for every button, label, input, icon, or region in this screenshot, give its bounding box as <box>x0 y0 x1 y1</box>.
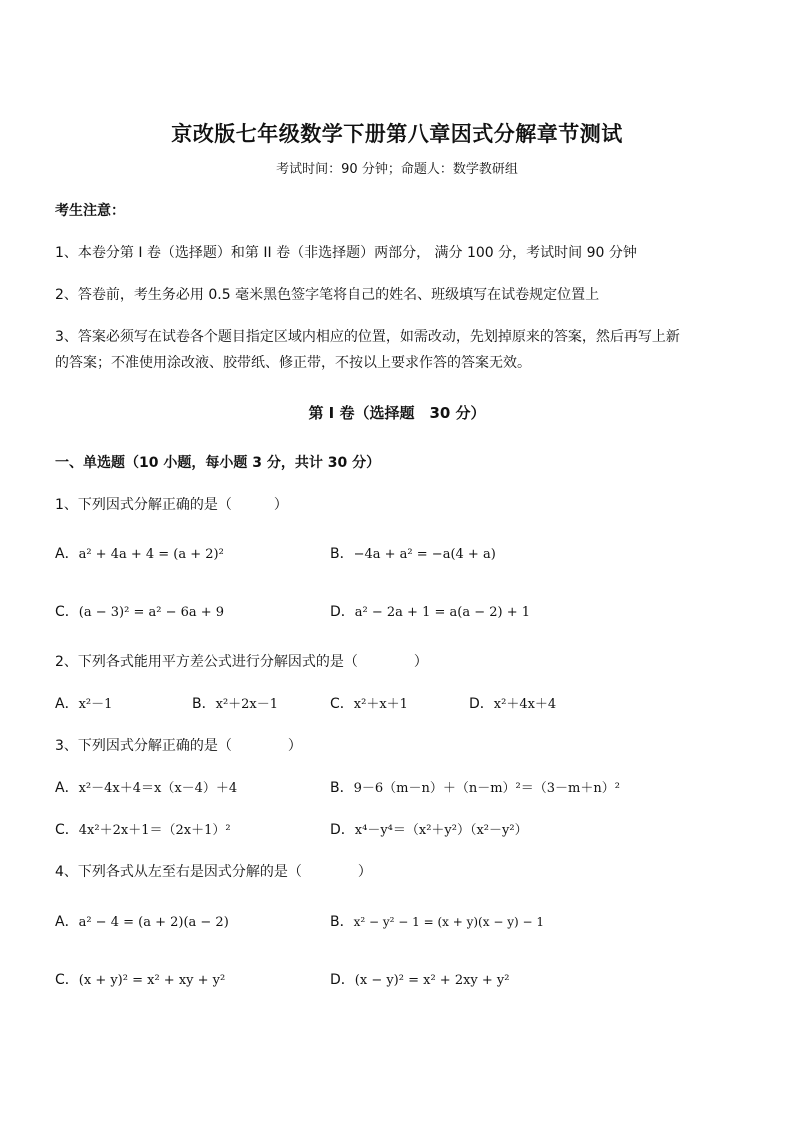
notice-item-2: 2、答卷前，考生务必用 0.5 毫米黑色签字笔将自己的姓名、班级填写在试卷规定位置上 <box>55 287 600 303</box>
option-text: (x + y)² = x² + xy + y² <box>78 973 226 988</box>
part-heading: 一、单选题（10 小题，每小题 3 分，共计 30 分） <box>55 455 381 471</box>
question-1-option-a <box>55 543 224 563</box>
question-2-option-b <box>192 693 278 713</box>
question-2-option-c <box>330 693 408 713</box>
option-label: A． <box>55 914 79 930</box>
section-title: 第 I 卷（选择题 30 分） <box>308 404 486 422</box>
question-1-option-d <box>330 601 530 621</box>
option-label: D． <box>330 972 355 988</box>
question-4-option-b <box>330 911 544 931</box>
question-4-option-a <box>55 911 229 931</box>
option-label: D． <box>330 604 355 620</box>
exam-subtitle: 考试时间：90 分钟；命题人：数学教研组 <box>276 162 518 177</box>
option-text: x²＋x＋1 <box>353 697 408 712</box>
option-label: C． <box>55 972 79 988</box>
option-text: x²＋4x＋4 <box>493 697 557 712</box>
question-3-stem: 3、下列因式分解正确的是（ ） <box>55 738 302 754</box>
option-label: C． <box>55 604 79 620</box>
notice-heading: 考生注意： <box>55 203 125 219</box>
option-text: (x − y)² = x² + 2xy + y² <box>354 973 510 988</box>
option-text: x²－4x＋4＝x（x－4）＋4 <box>78 781 238 796</box>
option-label: B． <box>330 780 354 796</box>
option-label: C． <box>55 822 79 838</box>
notice-item-1: 1、本卷分第 I 卷（选择题）和第 II 卷（非选择题）两部分， 满分 100 分，考试时间 90 分钟 <box>55 245 637 261</box>
question-4-option-c <box>55 969 225 989</box>
option-label: D． <box>469 696 494 712</box>
option-text: −4a + a² = −a(4 + a) <box>353 547 496 562</box>
question-1-option-b <box>330 543 496 563</box>
question-4-stem: 4、下列各式从左至右是因式分解的是（ ） <box>55 864 372 880</box>
question-1-option-c <box>55 601 224 621</box>
option-label: A． <box>55 780 79 796</box>
option-label: B． <box>330 914 354 930</box>
question-3-option-b <box>330 777 620 797</box>
option-text: x²＋2x－1 <box>215 697 279 712</box>
option-text: 4x²＋2x＋1＝（2x＋1）² <box>78 823 231 838</box>
option-text: a² − 4 = (a + 2)(a − 2) <box>78 915 229 930</box>
option-label: A． <box>55 546 79 562</box>
option-label: A． <box>55 696 79 712</box>
notice-item-3-continued: 的答案；不准使用涂改液、胶带纸、修正带，不按以上要求作答的答案无效。 <box>55 355 531 371</box>
question-3-option-a <box>55 777 237 797</box>
option-label: D． <box>330 822 355 838</box>
option-label: C． <box>330 696 354 712</box>
option-text: a² − 2a + 1 = a(a − 2) + 1 <box>354 605 531 620</box>
option-text: x² − y² − 1 = (x + y)(x − y) − 1 <box>353 915 544 929</box>
question-4-option-d <box>330 969 510 989</box>
question-3-option-d <box>330 819 528 839</box>
option-text: a² + 4a + 4 = (a + 2)² <box>78 547 224 562</box>
option-text: x⁴－y⁴＝（x²＋y²）（x²－y²） <box>354 823 528 838</box>
question-2-stem: 2、下列各式能用平方差公式进行分解因式的是（ ） <box>55 654 428 670</box>
option-label: B． <box>330 546 354 562</box>
option-label: B． <box>192 696 216 712</box>
question-1-stem: 1、下列因式分解正确的是（ ） <box>55 497 288 513</box>
notice-item-3: 3、答案必须写在试卷各个题目指定区域内相应的位置，如需改动，先划掉原来的答案，然后再写上新 <box>55 329 680 345</box>
option-text: (a − 3)² = a² − 6a + 9 <box>78 605 225 620</box>
option-text: 9－6（m－n）＋（n－m）²＝（3－m＋n）² <box>353 781 620 796</box>
exam-title: 京改版七年级数学下册第八章因式分解章节测试 <box>171 122 623 146</box>
question-2-option-d <box>469 693 556 713</box>
question-2-option-a <box>55 693 112 713</box>
option-text: x²－1 <box>78 697 113 712</box>
question-3-option-c <box>55 819 231 839</box>
